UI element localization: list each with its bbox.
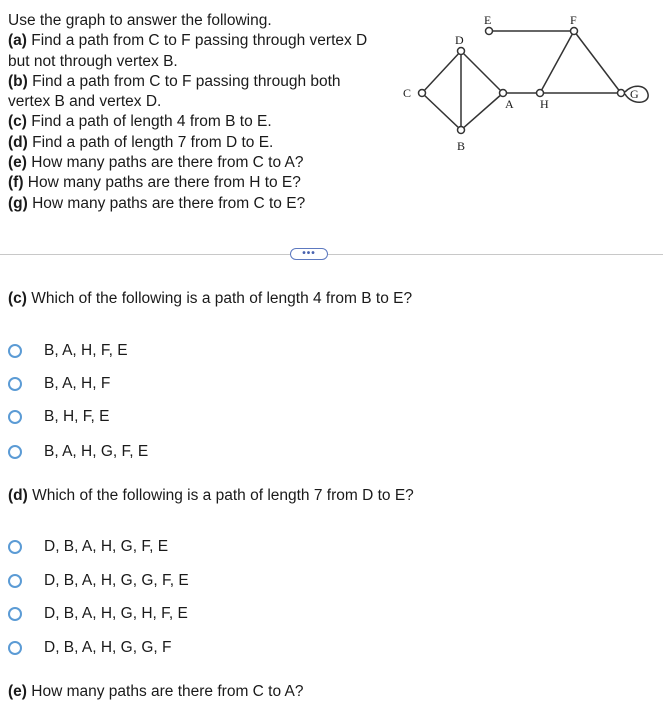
part-c-line bbox=[8, 112, 403, 132]
radio-button[interactable] bbox=[8, 607, 22, 621]
option-c-2[interactable] bbox=[8, 374, 110, 394]
option-label: B, A, H, G, F, E bbox=[44, 443, 149, 460]
edge-c-b bbox=[422, 93, 461, 130]
option-label: D, B, A, H, G, F, E bbox=[44, 538, 169, 555]
option-d-3[interactable] bbox=[8, 604, 188, 624]
vertex-a bbox=[500, 90, 507, 97]
part-a-line-2: but not through vertex B. bbox=[8, 52, 178, 70]
part-b-line-2: vertex B and vertex D. bbox=[8, 93, 162, 111]
part-a-tag: (a) bbox=[8, 32, 27, 50]
radio-button[interactable] bbox=[8, 377, 22, 391]
part-f-text: How many paths are there from H to E? bbox=[23, 174, 301, 192]
part-d-line bbox=[8, 133, 403, 153]
option-label: D, B, A, H, G, G, F bbox=[44, 639, 172, 656]
question-c-tag: (c) bbox=[8, 290, 27, 307]
vertex-h bbox=[537, 90, 544, 97]
edge-c-d bbox=[422, 51, 461, 93]
expand-more-button[interactable]: ••• bbox=[290, 248, 328, 260]
label-d: D bbox=[455, 33, 464, 47]
question-c-prompt bbox=[8, 290, 412, 308]
part-e-text: How many paths are there from C to A? bbox=[26, 154, 304, 172]
graph-diagram bbox=[395, 8, 655, 158]
vertex-c bbox=[419, 90, 426, 97]
part-a-line-1 bbox=[8, 31, 403, 51]
question-d-text: Which of the following is a path of length 7 from D to E? bbox=[27, 487, 414, 504]
part-b-text: Find a path from C to F passing through both bbox=[27, 72, 341, 90]
radio-button[interactable] bbox=[8, 410, 22, 424]
edge-b-a bbox=[461, 93, 503, 130]
part-b-line-1 bbox=[8, 72, 403, 92]
question-e-text: How many paths are there from C to A? bbox=[26, 683, 304, 700]
part-c-text: Find a path of length 4 from B to E. bbox=[26, 113, 272, 131]
radio-button[interactable] bbox=[8, 344, 22, 358]
option-label: B, A, H, F bbox=[44, 375, 111, 392]
part-d-text: Find a path of length 7 from D to E. bbox=[27, 133, 274, 151]
option-d-2[interactable] bbox=[8, 571, 189, 591]
part-b-tag: (b) bbox=[8, 72, 28, 90]
option-d-4[interactable] bbox=[8, 638, 171, 658]
part-f-line bbox=[8, 173, 403, 193]
label-g: G bbox=[630, 87, 639, 101]
label-e: E bbox=[484, 13, 492, 27]
option-d-1[interactable] bbox=[8, 537, 168, 557]
radio-button[interactable] bbox=[8, 574, 22, 588]
question-c-text: Which of the following is a path of length 4 from B to E? bbox=[26, 290, 413, 307]
radio-button[interactable] bbox=[8, 540, 22, 554]
problem-statement bbox=[8, 11, 403, 214]
vertex-e bbox=[486, 28, 493, 35]
radio-button[interactable] bbox=[8, 445, 22, 459]
label-h: H bbox=[540, 97, 549, 111]
question-e-tag: (e) bbox=[8, 683, 27, 700]
part-g-text: How many paths are there from C to E? bbox=[27, 194, 306, 212]
part-g-tag: (g) bbox=[8, 194, 28, 212]
part-e-line bbox=[8, 153, 403, 173]
question-d-prompt bbox=[8, 487, 414, 505]
part-e-tag: (e) bbox=[8, 154, 27, 172]
vertex-f bbox=[571, 28, 578, 35]
intro-line: Use the graph to answer the following. bbox=[8, 12, 272, 29]
edge-f-g bbox=[574, 31, 621, 93]
edge-h-f bbox=[540, 31, 574, 93]
part-f-tag: (f) bbox=[8, 174, 24, 192]
vertex-b bbox=[458, 127, 465, 134]
option-label: D, B, A, H, G, G, F, E bbox=[44, 572, 189, 589]
radio-button[interactable] bbox=[8, 641, 22, 655]
label-b: B bbox=[457, 139, 466, 153]
edge-d-a bbox=[461, 51, 503, 93]
option-c-4[interactable] bbox=[8, 442, 148, 462]
part-c-tag: (c) bbox=[8, 113, 27, 131]
part-d-tag: (d) bbox=[8, 133, 28, 151]
section-divider bbox=[0, 254, 663, 255]
option-label: B, A, H, F, E bbox=[44, 342, 128, 359]
question-d-tag: (d) bbox=[8, 487, 28, 504]
option-label: D, B, A, H, G, H, F, E bbox=[44, 605, 188, 622]
option-c-3[interactable] bbox=[8, 407, 109, 427]
question-e-prompt bbox=[8, 683, 304, 701]
option-label: B, H, F, E bbox=[44, 408, 110, 425]
part-g-line bbox=[8, 194, 403, 214]
vertex-d bbox=[458, 48, 465, 55]
vertex-g bbox=[618, 90, 625, 97]
part-a-text: Find a path from C to F passing through vertex D bbox=[26, 32, 368, 50]
label-a: A bbox=[505, 97, 514, 111]
label-c: C bbox=[403, 86, 412, 100]
label-f: F bbox=[570, 13, 577, 27]
option-c-1[interactable] bbox=[8, 341, 128, 361]
